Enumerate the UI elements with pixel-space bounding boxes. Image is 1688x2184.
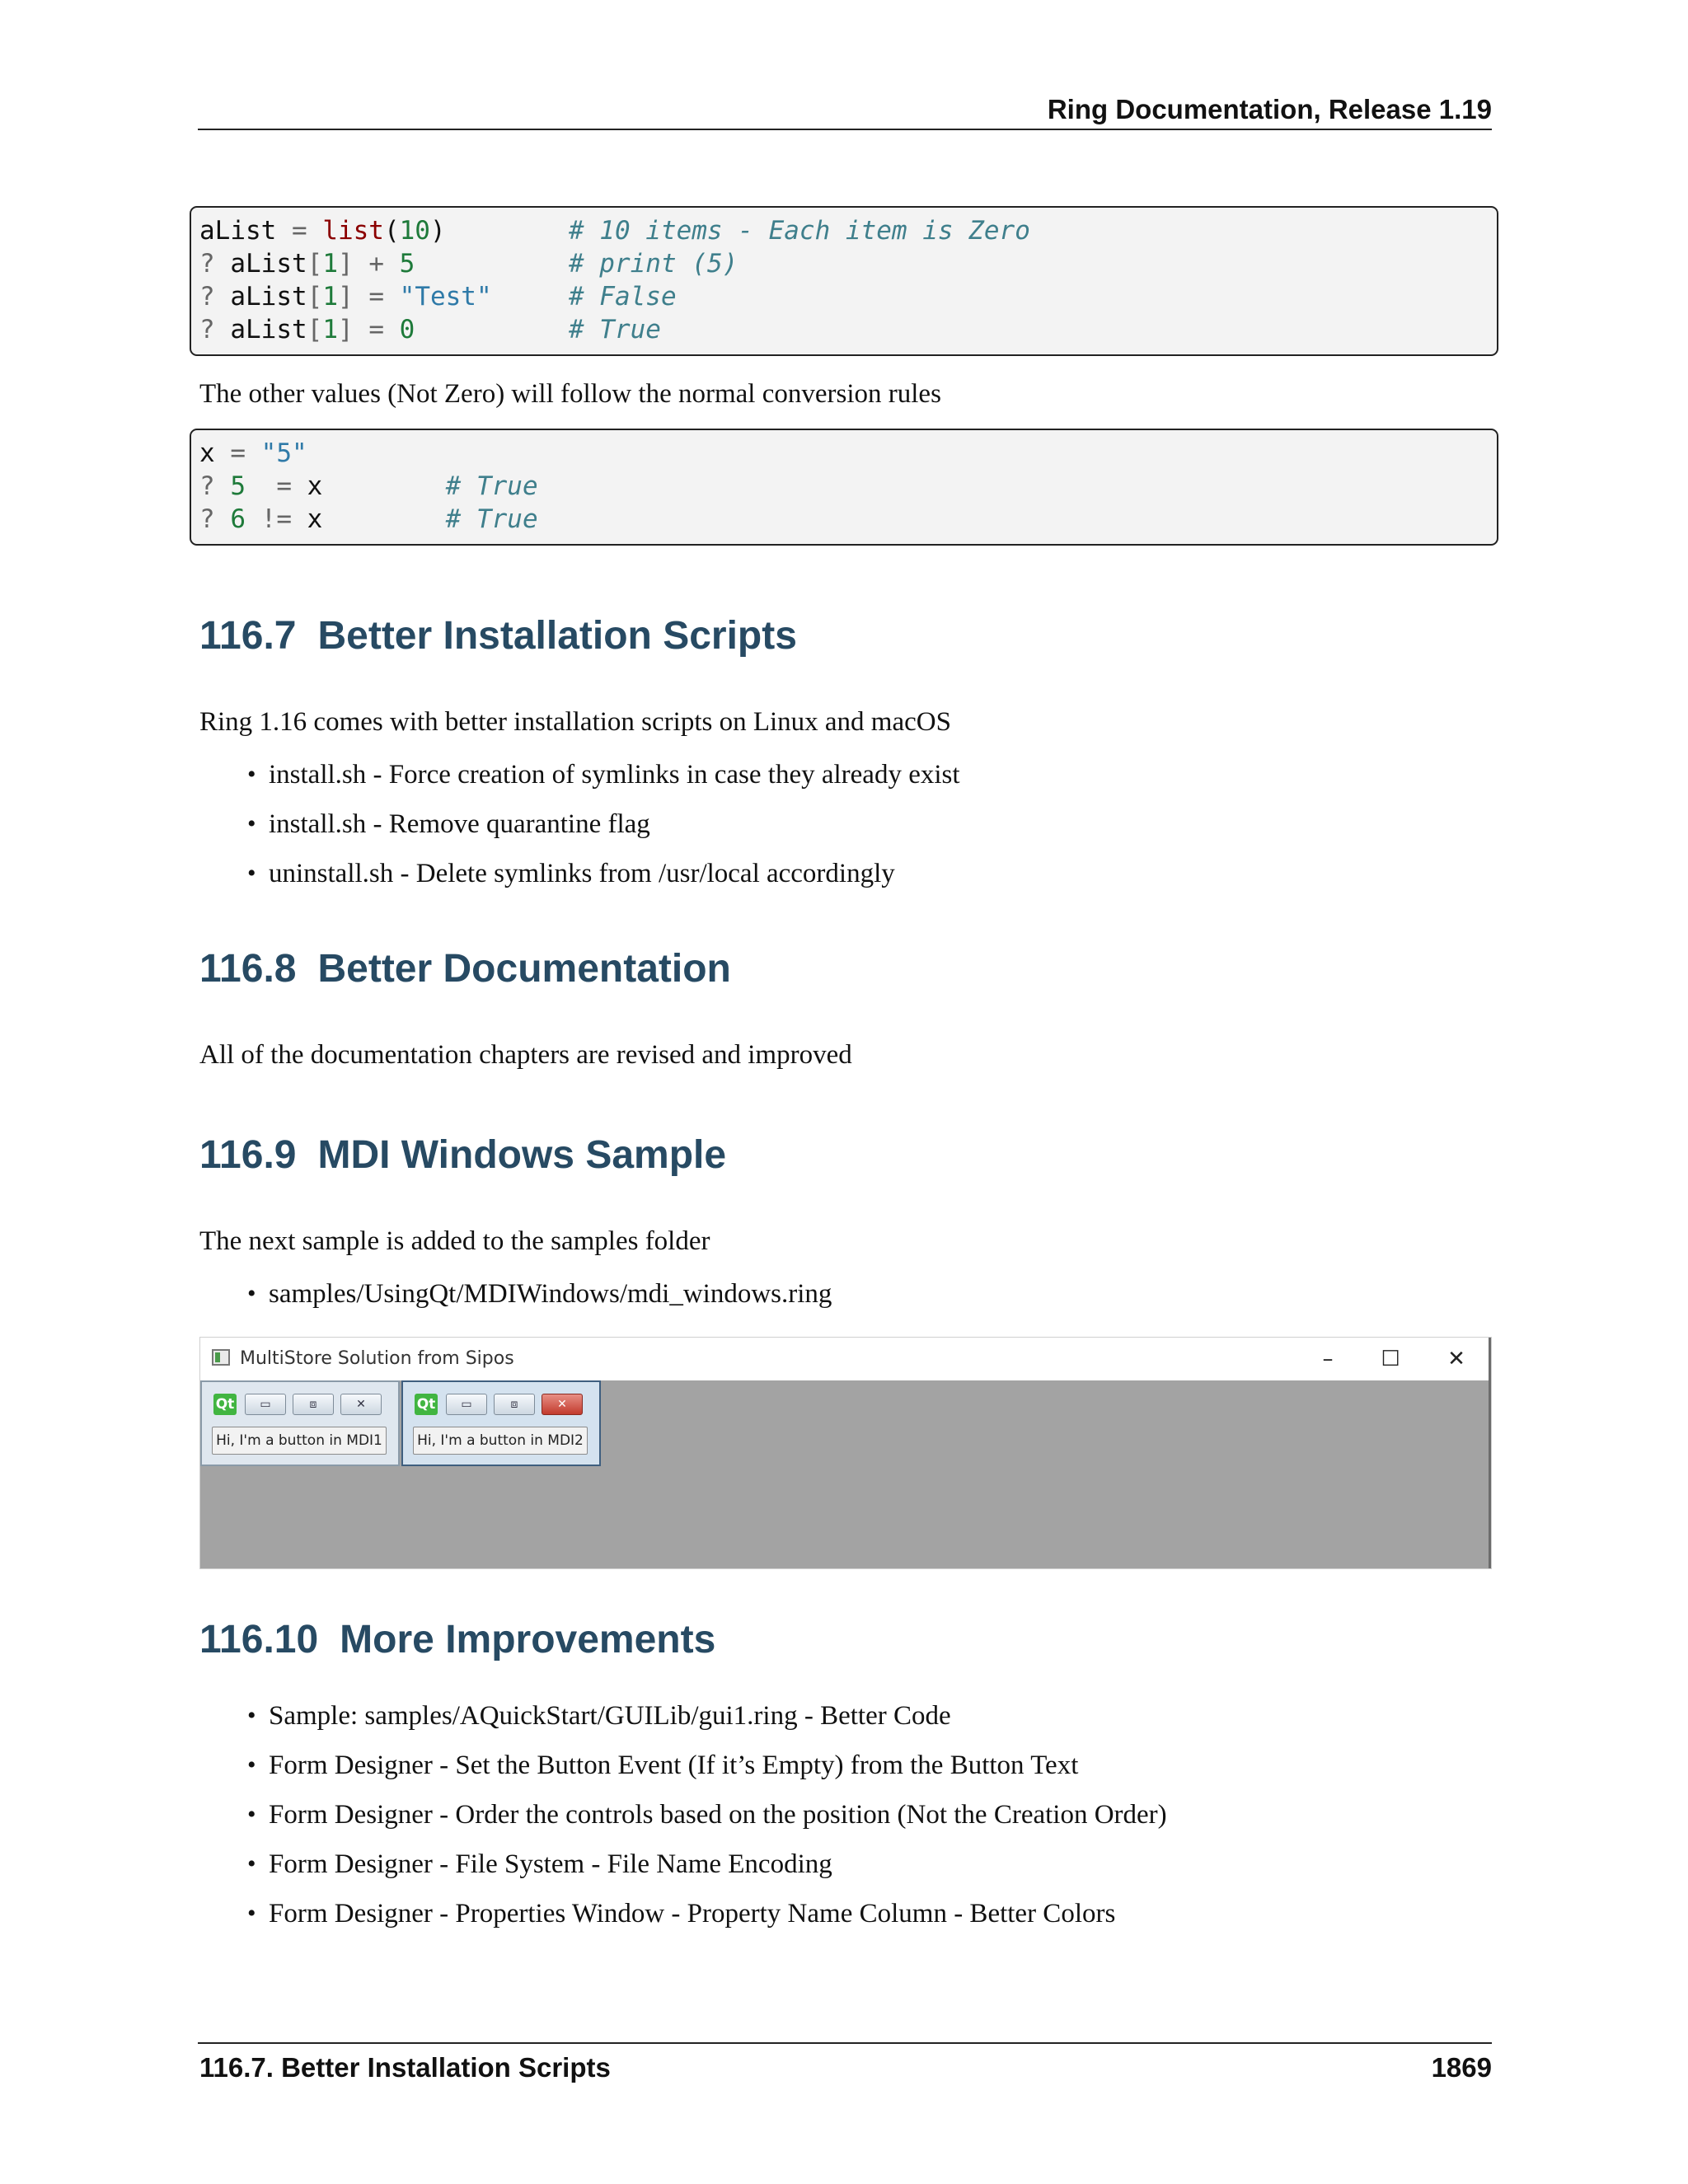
section-heading-116-7 bbox=[199, 613, 797, 658]
list-item-text: Form Designer - Properties Window - Property Name Column - Better Colors bbox=[269, 1899, 1116, 1929]
list-item bbox=[247, 1790, 1167, 1840]
footer-section: 116.7. Better Installation Scripts bbox=[199, 2052, 611, 2083]
code-token: != bbox=[246, 504, 307, 534]
code-token: = bbox=[246, 471, 307, 501]
code-token: [ bbox=[307, 282, 323, 312]
mdi1-button[interactable]: Hi, I'm a button in MDI1 bbox=[212, 1427, 387, 1455]
list-item-text: Form Designer - Set the Button Event (If it’s Empty) from the Button Text bbox=[269, 1750, 1079, 1780]
bullet-icon: • bbox=[247, 1801, 256, 1828]
mdi2-minimize-icon[interactable]: ▭ bbox=[446, 1394, 487, 1415]
window-title: MultiStore Solution from Sipos bbox=[240, 1348, 514, 1369]
list-item-text: samples/UsingQt/MDIWindows/mdi_windows.ring bbox=[269, 1279, 832, 1309]
code-line bbox=[199, 437, 1489, 470]
list-item-text: install.sh - Remove quarantine flag bbox=[269, 809, 650, 839]
code-token: ? bbox=[199, 282, 231, 312]
code-token: x bbox=[307, 471, 323, 501]
list-item bbox=[247, 1840, 1167, 1889]
section-number: 116.10 bbox=[199, 1618, 319, 1661]
page-number: 1869 bbox=[1431, 2052, 1492, 2083]
code-token: ( bbox=[383, 216, 400, 246]
list-item bbox=[247, 1269, 832, 1319]
bullet-icon: • bbox=[247, 810, 256, 837]
minimize-icon[interactable]: – bbox=[1322, 1347, 1334, 1371]
code-token: = bbox=[230, 438, 261, 468]
code-line bbox=[199, 280, 1489, 313]
code-token: ? bbox=[199, 249, 231, 279]
paragraph-documentation: All of the documentation chapters are revised and improved bbox=[199, 1040, 852, 1070]
code-token: aList bbox=[230, 282, 307, 312]
app-icon bbox=[212, 1349, 230, 1366]
list-item bbox=[247, 1741, 1167, 1790]
mdi-windows-screenshot bbox=[199, 1337, 1492, 1569]
mdi1-close-icon[interactable]: ✕ bbox=[340, 1394, 382, 1415]
code-token: # True bbox=[445, 504, 538, 534]
code-token: # print (5) bbox=[568, 249, 738, 279]
section-number: 116.8 bbox=[199, 947, 297, 991]
paragraph-samples-intro: The next sample is added to the samples folder bbox=[199, 1226, 710, 1256]
list-item-text: uninstall.sh - Delete symlinks from /usr/local accordingly bbox=[269, 859, 895, 888]
mdi1-restore-icon[interactable]: ⧈ bbox=[293, 1394, 334, 1415]
list-item bbox=[247, 849, 960, 898]
code-token: 5 bbox=[230, 471, 246, 501]
mdi-child-window-2[interactable] bbox=[401, 1380, 601, 1466]
code-token: "5" bbox=[260, 438, 307, 468]
qt-logo-icon: Qt bbox=[213, 1394, 237, 1415]
code-token: ) bbox=[429, 216, 446, 246]
more-improvements-list bbox=[247, 1691, 1167, 1938]
close-icon[interactable]: ✕ bbox=[1447, 1347, 1465, 1371]
code-token: = bbox=[291, 216, 323, 246]
bullet-icon: • bbox=[247, 1751, 256, 1779]
maximize-icon[interactable]: ☐ bbox=[1381, 1347, 1400, 1371]
install-scripts-list bbox=[247, 750, 960, 898]
code-token bbox=[415, 315, 569, 344]
paragraph-install-intro: Ring 1.16 comes with better installation scripts on Linux and macOS bbox=[199, 707, 951, 737]
code-token: x bbox=[199, 438, 231, 468]
bullet-icon: • bbox=[247, 1900, 256, 1927]
list-item-text: install.sh - Force creation of symlinks in case they already exist bbox=[269, 760, 960, 790]
code-line bbox=[199, 503, 1489, 536]
list-item-text: Form Designer - File System - File Name Encoding bbox=[269, 1849, 832, 1879]
code-token: 1 bbox=[322, 282, 338, 312]
code-token: 10 bbox=[399, 216, 430, 246]
section-title: Better Installation Scripts bbox=[317, 614, 797, 658]
code-token bbox=[322, 471, 445, 501]
code-token: aList bbox=[199, 216, 292, 246]
section-title: More Improvements bbox=[340, 1618, 716, 1661]
code-token: 5 bbox=[399, 249, 415, 279]
bullet-icon: • bbox=[247, 761, 256, 788]
list-item bbox=[247, 1691, 1167, 1741]
bullet-icon: • bbox=[247, 1702, 256, 1729]
list-item-text: Form Designer - Order the controls based on the position (Not the Creation Order) bbox=[269, 1800, 1167, 1830]
code-token: 1 bbox=[322, 249, 338, 279]
code-token: ? bbox=[199, 315, 231, 344]
running-header: Ring Documentation, Release 1.19 bbox=[198, 89, 1492, 130]
code-block-string-compare bbox=[190, 429, 1498, 546]
code-line bbox=[199, 247, 1489, 280]
code-token: ? bbox=[199, 504, 231, 534]
mdi-child-window-1[interactable] bbox=[200, 1380, 400, 1466]
code-block-list-zero bbox=[190, 206, 1498, 356]
window-edge bbox=[1489, 1338, 1491, 1568]
mdi2-restore-icon[interactable]: ⧈ bbox=[494, 1394, 535, 1415]
code-token: # True bbox=[445, 471, 538, 501]
code-token: 6 bbox=[230, 504, 246, 534]
section-heading-116-9 bbox=[199, 1132, 726, 1178]
list-item-text: Sample: samples/AQuickStart/GUILib/gui1.ring - Better Code bbox=[269, 1701, 951, 1731]
section-number: 116.9 bbox=[199, 1133, 297, 1177]
bullet-icon: • bbox=[247, 1850, 256, 1877]
bullet-icon: • bbox=[247, 860, 256, 887]
list-item bbox=[247, 1889, 1167, 1938]
code-token: "Test" bbox=[399, 282, 492, 312]
code-token: [ bbox=[307, 249, 323, 279]
code-token: # 10 items - Each item is Zero bbox=[568, 216, 1030, 246]
code-token: # True bbox=[568, 315, 661, 344]
code-token: x bbox=[307, 504, 323, 534]
section-title: MDI Windows Sample bbox=[317, 1133, 727, 1177]
code-token: list bbox=[322, 216, 384, 246]
list-item bbox=[247, 799, 960, 849]
code-line bbox=[199, 313, 1489, 346]
mdi2-button[interactable]: Hi, I'm a button in MDI2 bbox=[413, 1427, 588, 1455]
code-line bbox=[199, 470, 1489, 503]
mdi2-close-icon[interactable]: ✕ bbox=[542, 1394, 583, 1415]
code-token: 1 bbox=[322, 315, 338, 344]
page-footer bbox=[198, 2042, 1492, 2092]
code-token: ] = bbox=[338, 282, 400, 312]
code-token: # False bbox=[568, 282, 677, 312]
list-item bbox=[247, 750, 960, 799]
mdi-sample-list bbox=[247, 1269, 832, 1319]
code-token: [ bbox=[307, 315, 323, 344]
code-token bbox=[492, 282, 569, 312]
qt-logo-icon: Qt bbox=[415, 1394, 438, 1415]
section-heading-116-8 bbox=[199, 946, 731, 991]
code-token: 0 bbox=[399, 315, 415, 344]
bullet-icon: • bbox=[247, 1280, 256, 1307]
section-heading-116-10 bbox=[199, 1617, 715, 1662]
code-token: aList bbox=[230, 249, 307, 279]
code-token: ? bbox=[199, 471, 231, 501]
section-title: Better Documentation bbox=[317, 947, 731, 991]
paragraph-conversion-rules: The other values (Not Zero) will follow the normal conversion rules bbox=[199, 379, 941, 409]
window-titlebar bbox=[200, 1338, 1491, 1380]
code-token bbox=[446, 216, 569, 246]
code-token bbox=[322, 504, 445, 534]
code-token: ] = bbox=[338, 315, 400, 344]
section-number: 116.7 bbox=[199, 614, 297, 658]
code-token bbox=[415, 249, 569, 279]
code-line bbox=[199, 214, 1489, 247]
code-token: ] + bbox=[338, 249, 400, 279]
mdi1-minimize-icon[interactable]: ▭ bbox=[245, 1394, 286, 1415]
code-token: aList bbox=[230, 315, 307, 344]
